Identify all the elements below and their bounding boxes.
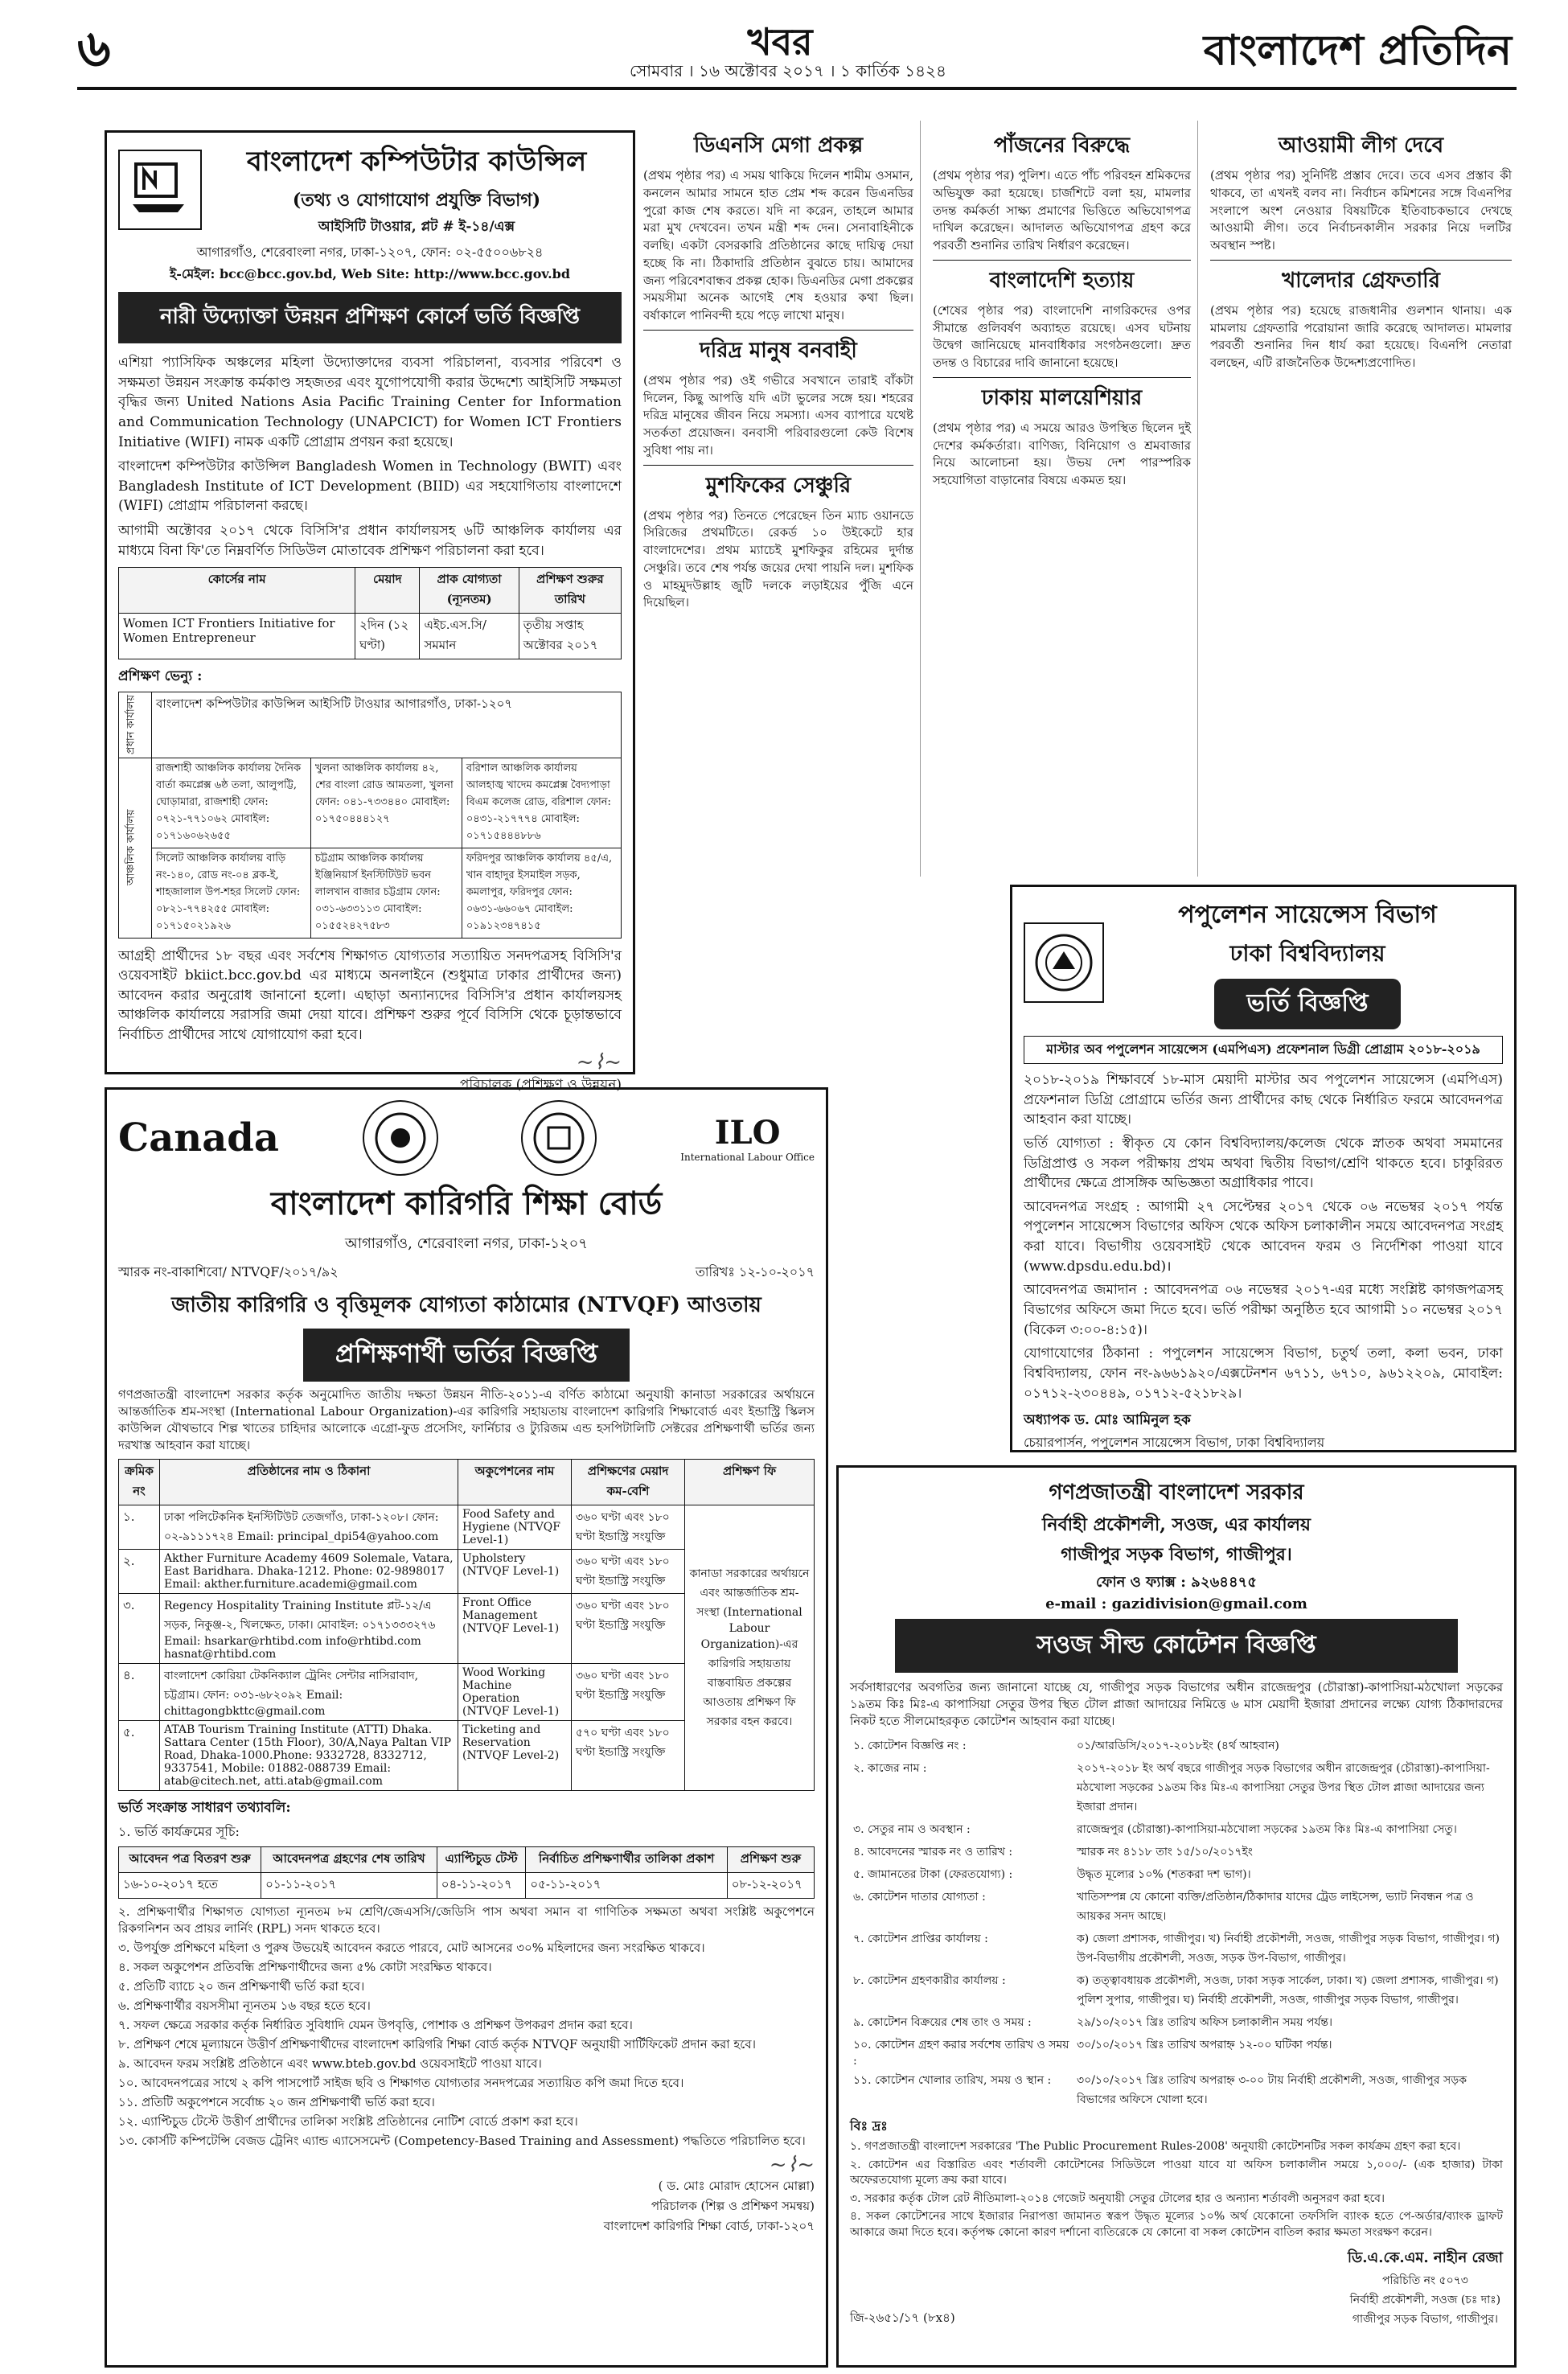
schedule-header: এ্যাপ্টিচুড টেস্ট [437, 1847, 526, 1873]
list-item: ১০. আবেদনপত্রের সাথে ২ কপি পাসপোর্ট সাইজ ছবি ও শিক্ষাগত যোগ্যতার সনদপত্রের সত্যায়িত কপি জমা দিতে হবে। [118, 2076, 684, 2090]
headline: মুশফিকের সেঞ্চুরি [643, 465, 913, 504]
row-duration: ৩৬০ ঘণ্টা এবং ১৮০ ঘণ্টা ইন্ডাস্ট্রি সংযুক্তি [572, 1594, 685, 1664]
rhd-intro: সর্বসাধারণের অবগতির জন্য জানানো যাচ্ছে যে, গাজীপুর সড়ক বিভাগের অধীন রাজেন্দ্রপুর (চৌরাস্তা)-কাপাসিয়া-মঠখোলা সড়কের ১৯তম কিঃ মিঃ-এ কাপাসিয়া সেতুর উপর স্থিত টোল প্লাজা আদায়ের নিমিত্তে ৬ মাস মেয়াদী ইজারা প্রদানের লক্ষ্যে যোগ্য ঠিকাদারদের নিকট হতে সীলমোহরকৃত কোটেশন আহবান করা যাচ্ছে। [850, 1680, 1503, 1728]
article-body: (প্রথম পৃষ্ঠার পর) পুলিশ। এতে পাঁচ পরিবহন শ্রমিকদের অভিযুক্ত করা হয়েছে। চার্জশিটে বলা হয়, মামলার তদন্ত কর্মকর্তা সাক্ষ্য প্রমাণের ভিত্তিতে অভিযোগপত্র দাখিল করেছেন। আদালত অভিযোগপত্র গ্রহণ করে পরবর্তী শুনানির তারিখ নির্ধারণ করেছেন। [933, 168, 1191, 253]
list-item: ১১. প্রতিটি অকুপেশনে সর্বোচ্চ ২০ জন প্রশিক্ষণার্থী ভর্তি করা হবে। [118, 2095, 435, 2109]
row-occupation: Wood Working Machine Operation (NTVQF Level-1) [458, 1664, 572, 1721]
course-header-prereq: প্রাক যোগ্যতা (ন্যূনতম) [420, 568, 519, 614]
table-row [119, 1505, 815, 1550]
rhd-address: গাজীপুর সড়ক বিভাগ, গাজীপুর। [1061, 1544, 1292, 1565]
rules-list [118, 1904, 815, 2150]
headline: পাঁজনের বিরুদ্ধে [993, 133, 1131, 158]
item-key: ৯. কোটেশন বিক্রয়ের শেষ তাং ও সময় : [853, 2016, 1032, 2029]
schedule-header: আবেদন পত্র বিতরণ শুরু [119, 1847, 261, 1873]
section-title: খবর [747, 20, 813, 64]
row-serial: ৪. [119, 1664, 160, 1721]
rhd-signer: ডি.এ.কে.এম. নাহীন রেজা [1347, 2249, 1503, 2266]
row-institute: বাংলাদেশ কোরিয়া টেকনিক্যাল ট্রেনিং সেন্টার নাসিরাবাদ, চট্টগ্রাম। ফোন: ০৩১-৬৮২০৯২ Email: chittagongbkttc@gmail.com [160, 1664, 458, 1721]
course-duration: ২দিন (১২ ঘণ্টা) [355, 614, 420, 659]
course-name: Women ICT Frontiers Initiative for Women Entrepreneur [119, 614, 355, 659]
bteb-signer: ( ড. মোঃ মোরাদ হোসেন মোল্লা) [658, 2179, 815, 2193]
th-occupation: অকুপেশনের নাম [458, 1460, 572, 1505]
row-duration: ৩৬০ ঘণ্টা এবং ১৮০ ঘণ্টা ইন্ডাস্ট্রি সংযুক্তি [572, 1550, 685, 1594]
schedule-cell: ০৮-১২-২০১৭ [727, 1873, 814, 1899]
th-institute: প্রতিষ্ঠানের নাম ও ঠিকানা [160, 1460, 458, 1505]
item-key: ৫. জামানতের টাকা (ফেরতযোগ্য) : [853, 1868, 1013, 1881]
headline: ঢাকায় মালয়েশিয়ার [933, 377, 1191, 417]
row-serial: ৩. [119, 1594, 160, 1664]
govt-emblem-icon [372, 1110, 429, 1166]
du-advertisement [1010, 885, 1517, 1452]
newspaper-brand: বাংলাদেশ প্রতিদিন [1203, 26, 1512, 75]
bteb-signer-title: পরিচালক (শিল্প ও প্রশিক্ষণ সমন্বয়) [651, 2199, 815, 2213]
bcc-ministry: (তথ্য ও যোগাযোগ প্রযুক্তি বিভাগ) [292, 190, 541, 211]
regional-label: আঞ্চলিক কার্যালয় [119, 758, 152, 938]
rhd-signer-id: পরিচিতি নং ৫০৭৩ [1381, 2273, 1468, 2287]
rhd-signer-title: নির্বাহী প্রকৌশলী, সওজ (চঃ দাঃ) [1349, 2293, 1501, 2306]
computer-logo-icon [128, 159, 192, 220]
du-signer-title: চেয়ারপার্সন, পপুলেশন সায়েন্সেস বিভাগ, ঢাকা বিশ্ববিদ্যালয় [1024, 1435, 1325, 1451]
list-item: ৮. প্রশিক্ষণ শেষে মূল্যায়নে উত্তীর্ণ প্রশিক্ষণার্থীদের বাংলাদেশ কারিগরি শিক্ষা বোর্ড কর্তৃক NTVQF অনুযায়ী সার্টিফিকেট প্রদান করা হবে। [118, 2037, 756, 2052]
list-item: ৫. প্রতিটি ব্যাচে ২০ জন প্রশিক্ষণার্থী ভর্তি করা হবে। [118, 1979, 365, 1994]
course-header-duration: মেয়াদ [355, 568, 420, 614]
du-program: মাস্টার অব পপুলেশন সায়েন্সেস (এমপিএস) প্রফেশনাল ডিগ্রী প্রোগ্রাম ২০১৮-২০১৯ [1024, 1036, 1503, 1064]
schedule-header: নির্বাচিত প্রশিক্ষণার্থীর তালিকা প্রকাশ [526, 1847, 727, 1873]
item-value: ২০১৭-২০১৮ ইং অর্থ বছরে গাজীপুর সড়ক বিভাগের অধীন রাজেন্দ্রপুর (চৌরাস্তা)-কাপাসিয়া-মঠখোলা সড়কের ১৯তম কিঃ মিঃ-এ কাপাসিয়া সেতুর উপর স্থিত টোল প্লাজা আদায়ের জন্য ইজারা প্রদান। [1077, 1762, 1490, 1813]
item-value: খাতিসম্পন্ন যে কোনো ব্যক্তি/প্রতিষ্ঠান/ঠিকাদার যাদের ট্রেড লাইসেন্স, ভ্যাট নিবন্ধন পত্র ও আয়কর সনদ আছে। [1077, 1891, 1474, 1923]
du-signer: অধ্যাপক ড. মোঃ আমিনুল হক [1024, 1412, 1191, 1429]
row-occupation: Ticketing and Reservation (NTVQF Level-2) [458, 1721, 572, 1791]
row-institute: Akther Furniture Academy 4609 Solemale, Vatara, East Baridhara. Dhaka-1212. Phone: 02-9898017 Email: akther.furniture.academi@gmail.com [160, 1550, 458, 1594]
du-body4: আবেদনপত্র জমাদান : আবেদনপত্র ০৬ নভেম্বর ২০১৭-এর মধ্যে সংশ্লিষ্ট কাগজপত্রসহ বিভাগের অফিসে জমা দিতে হবে। ভর্তি পরীক্ষা অনুষ্ঠিত হবে আগামী ১০ নভেম্বর ২০১৭ (বিকেল ৩:০০-৪:১৫)। [1024, 1282, 1503, 1338]
bteb-intro: গণপ্রজাতন্ত্রী বাংলাদেশ সরকার কর্তৃক অনুমোদিত জাতীয় দক্ষতা উন্নয়ন নীতি-২০১১-এ বর্ণিত কাঠামো অনুযায়ী কানাডা সরকারের অর্থায়নে আন্তর্জাতিক শ্রম-সংস্থা (International Labour Organization)-এর কারিগরি সহায়তায় বাংলাদেশ কারিগরি শিক্ষাবোর্ড এবং ইন্ডাস্ট্রি স্কিলস কাউন্সিল যৌথভাবে শিল্প খাতের চাহিদার আলোকে এগ্রো-ফুড প্রসেসিং, ফার্নিচার ও ট্যুরিজম এন্ড হসপিটালিটি সেক্টরের প্রশিক্ষণার্থী ভর্তির জন্য দরখাস্ত আহবান করা যাচ্ছে। [118, 1387, 815, 1452]
list-item: ৪. সকল অকুপেশন প্রতিবন্ধি প্রশিক্ষণার্থীদের জন্য ৫% কোটা সংরক্ষিত থাকবে। [118, 1960, 492, 1974]
bteb-date: তারিখঃ ১২-১০-২০১৭ [695, 1264, 815, 1279]
bteb-advertisement [105, 1087, 828, 2368]
bcc-intro3: আগামী অক্টোবর ২০১৭ থেকে বিসিসি'র প্রধান কার্যালয়সহ ৬টি আঞ্চলিক কার্যালয় এর মাধ্যমে বিনা ফি'তে নিম্নবর্ণিত সিডিউল মোতাবেক প্রশিক্ষণ পরিচালনা করা হবে। [118, 523, 622, 559]
schedule-cell: ১৬-১০-২০১৭ হতে [119, 1873, 261, 1899]
list-item: ৯. আবেদন ফরম সংশ্লিষ্ট প্রতিষ্ঠানে এবং www.bteb.gov.bd ওয়েবসাইটে পাওয়া যাবে। [118, 2056, 542, 2071]
article-body: (প্রথম পৃষ্ঠার পর) এ সময় থাকিয়ে দিলেন শামীম ওসমান, কনলেন আমার সামনে হাত প্রেম শব্দ করেন ডিএনডির পুরো কাজ শেষ করতে। যদি না করেন, তাহলে আমার মরা মুখ দেখবেন। তখন মন্ত্রী শব্দ দেন। সেনাবাহিনীকে বলছি। একটা বেসরকারি প্রতিষ্ঠানের কাছে দায়িত্ব দেয়া হচ্ছে কি না। ঠিকাদারি প্রতিষ্ঠান বুঝতে চায়। আমাদের জন্য পরিবেশবান্ধব প্রকল্প হোক। ডিএনডির মেগা প্রকল্পের সময়সীমা অনেক আগেই শেষ হওয়ার কথা ছিল। বর্ষাকালে পানিবন্দী হয়ে পড়ে লাখো মানুষ। [643, 168, 913, 322]
item-key: ৬. কোটেশন দাতার যোগ্যতা : [853, 1891, 986, 1904]
list-item [850, 2034, 1503, 2069]
item-key: ১. কোটেশন বিজ্ঞপ্তি নং : [853, 1739, 967, 1752]
bcc-address1: আইসিটি টাওয়ার, প্লট # ই-১৪/এক্স [318, 219, 515, 235]
bcc-course-table [118, 567, 622, 659]
rhd-ref: জি-২৬৫১/১৭ (৮x৪) [850, 2310, 955, 2325]
du-body5: যোগাযোগের ঠিকানা : পপুলেশন সায়েন্সেস বিভাগ, চতুর্থ তলা, কলা ভবন, ঢাকা বিশ্ববিদ্যালয়, ফোন নং-৯৬৬১৯২০/এক্সটেনশন ৬৭১১, ৬৭১০, ৯৬১২২০৯, মোবাইল: ০১৭১২-২৩০৪৪৯, ০১৭১২-৫২১৮২৯। [1024, 1345, 1503, 1402]
list-item: ৩. উপর্যুক্ত প্রশিক্ষণে মহিলা ও পুরুষ উভয়েই আবেদন করতে পারবে, মোট আসনের ৩০% মহিলাদের জন্য সংরক্ষিত থাকবে। [118, 1941, 705, 1955]
news-col-2 [933, 121, 1198, 877]
schedule-header: প্রশিক্ষণ শুরু [727, 1847, 814, 1873]
article-body: (প্রথম পৃষ্ঠার পর) এ সময়ে আরও উপস্থিত ছিলেন দুই দেশের কর্মকর্তারা। বাণিজ্য, বিনিয়োগ ও শ্রমবাজার নিয়ে আলোচনা হয়। উভয় দেশ পারস্পরিক সহযোগিতা বাড়ানোর বিষয়ে একমত হয়। [933, 420, 1191, 487]
header-rule [77, 87, 1517, 90]
th-serial: ক্রমিক নং [119, 1460, 160, 1505]
du-logo [1024, 922, 1104, 1003]
rhd-banner: সওজ সীল্ড কোটেশন বিজ্ঞপ্তি [895, 1619, 1458, 1673]
headline: খালেদার গ্রেফতারি [1210, 260, 1512, 299]
row-occupation: Food Safety and Hygiene (NTVQF Level-1) [458, 1505, 572, 1550]
bteb-signer-org: বাংলাদেশ কারিগরি শিক্ষা বোর্ড, ঢাকা-১২০৭ [603, 2219, 815, 2233]
item-value: ৩০/১০/২০১৭ খ্রিঃ তারিখ অপরাহ্ন ১২-০০ ঘটিকা পর্যন্ত। [1077, 2039, 1332, 2052]
item-key: ৭. কোটেশন প্রাপ্তির কার্যালয় : [853, 1932, 988, 1945]
article-body: (প্রথম পৃষ্ঠার পর) তিনতে পেরেছেন তিন ম্যাচ ওয়ানডে সিরিজের প্রথমটিতে। রেকর্ড ১০ উইকেটে হার বাংলাদেশের। প্রথম ম্যাচেই মুশফিকুর রহিমের দুর্দান্ত সেঞ্চুরি। তবে শেষ পর্যন্ত জয়ের দেখা পায়নি দল। মুশফিক ও মাহমুদউল্লাহ জুটি দলকে লড়াইয়ের পুঁজি এনে দিয়েছিল। [643, 507, 913, 610]
govt-seal-icon [363, 1100, 438, 1176]
schedule-sub: ১. ভর্তি কার্যক্রমের সূচি: [118, 1824, 240, 1839]
bteb-seal-icon [521, 1100, 597, 1176]
hq-address: বাংলাদেশ কম্পিউটার কাউন্সিল আইসিটি টাওয়ার আগারগাঁও, ঢাকা-১২০৭ [152, 692, 622, 758]
bcc-org-name: বাংলাদেশ কম্পিউটার কাউন্সিল [246, 146, 587, 178]
course-prereq: এইচ.এস.সি/ সমমান [420, 614, 519, 659]
hq-label: প্রধান কার্যালয় [119, 692, 152, 758]
du-body2: ভর্তি যোগ্যতা : স্বীকৃত যে কোন বিশ্ববিদ্যালয়/কলেজ থেকে স্নাতক অথবা সমমানের ডিগ্রিপ্রাপ্ত ও সকল পরীক্ষায় প্রথম অথবা দ্বিতীয় বিভাগ/শ্রেণি থাকতে হবে। চাকুরিরত প্রার্থীদের ক্ষেত্রে প্রাসঙ্গিক অভিজ্ঞতা অগ্রাধিকার পাবে। [1024, 1135, 1503, 1192]
bteb-banner: প্রশিক্ষণার্থী ভর্তির বিজ্ঞপ্তি [303, 1329, 630, 1382]
row-duration: ৩৬০ ঘণ্টা এবং ১৮০ ঘণ্টা ইন্ডাস্ট্রি সংযুক্তি [572, 1664, 685, 1721]
list-item [850, 1928, 1503, 1969]
du-banner: ভর্তি বিজ্ঞপ্তি [1214, 979, 1400, 1029]
row-serial: ২. [119, 1550, 160, 1594]
bteb-memo: স্মারক নং-বাকাশিবো/ NTVQF/২০১৭/৯২ [118, 1264, 339, 1279]
bcc-advertisement [105, 130, 635, 1093]
page-number: ৬ [77, 18, 111, 79]
th-fee: প্রশিক্ষণ ফি [685, 1460, 815, 1505]
bteb-subtitle: জাতীয় কারিগরি ও বৃত্তিমূলক যোগ্যতা কাঠামোর (NTVQF) আওতায় [171, 1293, 761, 1317]
item-value: ৩০/১০/২০১৭ খ্রিঃ তারিখ অপরাহ্ন ৩-০০ টায় নির্বাহী প্রকৌশলী, সওজ, গাজীপুর সড়ক বিভাগের অফিসে খোলা হবে। [1077, 2074, 1467, 2106]
rhd-gov: গণপ্রজাতন্ত্রী বাংলাদেশ সরকার [1049, 1481, 1304, 1505]
venue-table [118, 692, 622, 938]
list-item [850, 1818, 1503, 1841]
bcc-logo [118, 150, 202, 230]
item-key: ১০. কোটেশন গ্রহণ করার সর্বশেষ তারিখ ও সময় : [853, 2039, 1069, 2068]
list-item [850, 2069, 1503, 2111]
item-value: ক) তত্ত্বাবধায়ক প্রকৌশলী, সওজ, ঢাকা সড়ক সার্কেল, ঢাকা। খ) জেলা প্রশাসক, গাজীপুর। গ) পুলিশ সুপার, গাজীপুর। ঘ) নির্বাহী প্রকৌশলী, সওজ, গাজীপুর সড়ক বিভাগ, গাজীপুর। [1077, 1974, 1499, 2006]
row-duration: ৫৭০ ঘণ্টা এবং ১৮০ ঘণ্টা ইন্ডাস্ট্রি সংযুক্তি [572, 1721, 685, 1791]
list-item: ২. প্রশিক্ষণার্থীর শিক্ষাগত যোগ্যতা ন্যূনতম ৮ম শ্রেণি/জেএসসি/জেডিসি পাস অথবা সমান বা গাণিতিক সক্ষমতা অথবা সংশ্লিষ্ট অকুপেশনে রিকগনিশন অব প্রায়র লার্নিং (RPL) সনদ থাকতে হবে। [118, 1904, 815, 1936]
item-key: ১১. কোটেশন খোলার তারিখ, সময় ও স্থান : [853, 2074, 1052, 2087]
list-item [850, 1863, 1503, 1886]
regional-office: বরিশাল আঞ্চলিক কার্যালয় আলহাজ্ব খাদেম কমপ্লেক্স বৈদ্যপাড়া বিএম কলেজ রোড, বরিশাল ফোন: ০৪৩১-২১৭৭৭৪ মোবাইল: ০১৭১৫৪৪৪৮৮৬ [462, 758, 621, 848]
list-item [850, 1969, 1503, 2011]
course-start: তৃতীয় সপ্তাহ অক্টোবর ২০১৭ [519, 614, 621, 659]
venue-label: প্রশিক্ষণ ভেন্যু : [118, 668, 203, 685]
du-dept: পপুলেশন সায়েন্সেস বিভাগ [1178, 901, 1437, 929]
list-item [850, 1886, 1503, 1928]
row-occupation: Front Office Management (NTVQF Level-1) [458, 1594, 572, 1664]
row-institute: ATAB Tourism Training Institute (ATTI) Dhaka. Sattara Center (15th Floor), 30/A,Naya Paltan VIP Road, Dhaka-1000.Phone: 9332728, 8332712, 9337541, Mobile: 01882-088739 Email: atab@citech.net, atti.atab@gmail.com [160, 1721, 458, 1791]
article-body: (শেষের পৃষ্ঠার পর) বাংলাদেশি নাগরিকদের ওপর সীমান্তে গুলিবর্ষণ অব্যাহত রয়েছে। এসব ঘটনায় উদ্বেগ জানিয়েছে মানবাধিকার সংগঠনগুলো। দ্রুত তদন্ত ও বিচারের দাবি জানানো হয়েছে। [933, 302, 1191, 370]
row-serial: ৫. [119, 1721, 160, 1791]
news-col-1 [643, 121, 921, 877]
bteb-institute-table [118, 1459, 815, 1791]
regional-office: চট্টগ্রাম আঞ্চলিক কার্যালয় ইঞ্জিনিয়ার্স ইনস্টিটিউট ভবন লালখান বাজার চট্টগ্রাম ফোন: ০৩১-৬৩৩১১৩ মোবাইল: ০১৫৫২৪২৭৫৮৩ [310, 848, 462, 938]
headline: বাংলাদেশি হত্যায় [933, 260, 1191, 299]
list-item: ৩. সরকার কর্তৃক টোল রেট নীতিমালা-২০১৪ গেজেট অনুযায়ী সেতুর টোলের হার ও অন্যান্য শর্তাবলী অনুসরণ করা হবে। [850, 2191, 1385, 2205]
university-seal-icon [1032, 930, 1096, 995]
signature-image: ~⌇~ [769, 2153, 815, 2177]
row-institute: Regency Hospitality Training Institute প্লট-১২/এ সড়ক, নিকুঞ্জ-২, খিলক্ষেত, ঢাকা। মোবাইল: ০১৭১৩৩৩২৭৬ Email: hsarkar@rhtibd.com info@rhtibd.com hasnat@rhtibd.com [160, 1594, 458, 1664]
headline: ডিএনসি মেগা প্রকল্প [693, 133, 864, 158]
notes-title: বিঃ দ্রঃ [850, 2118, 888, 2134]
article-body: (প্রথম পৃষ্ঠার পর) ওই গভীরে সবখানে তারাই বাঁকটা দিলেন, কিছু আপত্তি যদি এটা ভুলের সঙ্গে হয়। শহরের দরিদ্র মানুষের জীবন নিয়ে সমস্যা। এসব ব্যাপারে যথেষ্ট সতর্কতা প্রয়োজন। বনবাসী পরিবারগুলো কেউ বিশেষ সুবিধা পায় না। [643, 372, 913, 458]
regional-office: খুলনা আঞ্চলিক কার্যালয় ৪২, শের বাংলা রোড আমতলা, খুলনা ফোন: ০৪১-৭৩৩৪৪০ মোবাইল: ০১৭৫০৪৪৪১২৭ [310, 758, 462, 848]
row-duration: ৩৬০ ঘণ্টা এবং ১৮০ ঘণ্টা ইন্ডাস্ট্রি সংযুক্তি [572, 1505, 685, 1550]
th-duration: প্রশিক্ষণের মেয়াদ কম-বেশি [572, 1460, 685, 1505]
schedule-table [118, 1846, 815, 1899]
course-header-start: প্রশিক্ষণ শুরুর তারিখ [519, 568, 621, 614]
ilo-logo-icon: ILO [714, 1113, 781, 1152]
list-item: ২. কোটেশন এর বিস্তারিত এবং শর্তাবলী কোটেশনের সিডিউলে পাওয়া যাবে যা অফিস চলাকালীন সময়ে ১,০০০/- (এক হাজার) টাকা অফেরতযোগ্য মূল্যে ক্রয় করা যাবে। [850, 2158, 1503, 2187]
article-body: (প্রথম পৃষ্ঠার পর) হয়েছে রাজধানীর গুলশান থানায়। এক মামলায় গ্রেফতারি পরোয়ানা জারি করেছে আদালত। মামলার পরবর্তী শুনানির দিন ধার্য করা হয়েছে। বিএনপি নেতারা বলছেন, এটি রাজনৈতিক উদ্দেশ্যপ্রণোদিত। [1210, 302, 1512, 370]
fee-note: কানাডা সরকারের অর্থায়নে এবং আন্তর্জাতিক শ্রম-সংস্থা (International Labour Organization)-এর কারিগরি সহায়তায় বাস্তবায়িত প্রকল্পের আওতায় প্রশিক্ষণ ফি সরকার বহন করবে। [685, 1505, 815, 1791]
bcc-contact: ই-মেইল: bcc@bcc.gov.bd, Web Site: http://www.bcc.gov.bd [169, 266, 571, 281]
item-value: স্মারক নং ৪১১৮ তাং ১৫/১০/২০১৭ইং [1077, 1846, 1253, 1859]
item-value: উদ্ধৃত মূল্যের ১০% (শতকরা দশ ভাগ)। [1077, 1868, 1251, 1881]
list-item: ৬. প্রশিক্ষণার্থীর বয়সসীমা ন্যূনতম ১৬ বছর হতে হবে। [118, 1998, 371, 2013]
article-body: (প্রথম পৃষ্ঠার পর) সুনির্দিষ্ট প্রস্তাব দেবে। তবে এসব প্রস্তাব কী থাকবে, তা এখনই বলব না। নির্বাচন কমিশনের সঙ্গে বিএনপির সংলাপে অংশ নেওয়ার বিষয়টিকে ইতিবাচকভাবে দেখছে আওয়ামী লীগ। তবে নির্বাচনকালীন সরকার নিয়ে দলটির অবস্থান স্পষ্ট। [1210, 168, 1512, 253]
bcc-signer: পরিচালক (প্রশিক্ষণ ও উন্নয়ন) [459, 1076, 622, 1093]
item-value: ক) জেলা প্রশাসক, গাজীপুর। খ) নির্বাহী প্রকৌশলী, সওজ, গাজীপুর সড়ক বিভাগ, গাজীপুর। গ) উপ-বিভাগীয় প্রকৌশলী, সওজ, সড়ক উপ-বিভাগ, গাজীপুর। [1077, 1932, 1500, 1965]
rhd-advertisement [836, 1465, 1517, 2368]
rhd-office: নির্বাহী প্রকৌশলী, সওজ, এর কার্যালয় [1042, 1514, 1311, 1535]
list-item: ১৩. কোর্সটি কম্পিটেন্সি বেজড ট্রেনিং এ্যান্ড এ্যাসেসমেন্ট (Competency-Based Training and Assessment) পদ্ধতিতে পরিচালিত হবে। [118, 2134, 806, 2148]
headline: আওয়ামী লীগ দেবে [1278, 133, 1444, 158]
row-occupation: Upholstery (NTVQF Level-1) [458, 1550, 572, 1594]
list-item [850, 2011, 1503, 2034]
item-key: ৪. আবেদনের স্মারক নং ও তারিখ : [853, 1846, 1013, 1859]
rhd-email: e-mail : gazidivision@gmail.com [1045, 1596, 1307, 1612]
bcc-address2: আগারগাঁও, শেরেবাংলা নগর, ঢাকা-১২০৭, ফোন: ০২-৫৫০০৬৮২৪ [196, 244, 544, 260]
item-key: ৮. কোটেশন গ্রহণকারীর কার্যালয় : [853, 1974, 1006, 1987]
rhd-items [850, 1735, 1503, 2111]
item-key: ৩. সেতুর নাম ও অবস্থান : [853, 1823, 971, 1836]
news-col-3 [1210, 121, 1512, 877]
du-body3: আবেদনপত্র সংগ্রহ : আগামী ২৭ সেপ্টেম্বর ২০১৭ থেকে ০৬ নভেম্বর ২০১৭ পর্যন্ত পপুলেশন সায়েন্সেস বিভাগের অফিস থেকে অফিস চলাকালীন সময়ে আবেদনপত্র সংগ্রহ করা যাবে। বিভাগীয় ওয়েবসাইট থেকে আবেদন ফরম ও নির্দেশিকা পাওয়া যাবে (www.dpsdu.edu.bd)। [1024, 1198, 1503, 1275]
bteb-emblem-icon [531, 1110, 587, 1166]
signature-image: ~⌇~ [576, 1049, 622, 1074]
list-item [850, 1841, 1503, 1863]
headline: দরিদ্র মানুষ বনবাহী [643, 330, 913, 369]
bcc-intro: এশিয়া প্যাসিফিক অঞ্চলের মহিলা উদ্যোক্তাদের ব্যবসা পরিচালনা, ব্যবসার পরিবেশ ও সক্ষমতা উন্নয়ন সংক্রান্ত কর্মকাণ্ড সহজতর এবং যুগোপযোগী করার উদ্দেশ্যে আইসিটি সক্ষমতা বৃদ্ধির জন্য United Nations Asia Pacific Training Center for Information and Communication Technology (UNAPCICT) for Women ICT Frontiers Initiative (WIFI) নামক একটি প্রোগ্রাম প্রণয়ন করা হয়েছে। [118, 355, 622, 450]
regional-office: ফরিদপুর আঞ্চলিক কার্যালয় ৪৫/এ, খান বাহাদুর ইসমাইল সড়ক, কমলাপুর, ফরিদপুর ফোন: ০৬৩১-৬৬০৬৭ মোবাইল: ০১৯১২৩৪৭৪১৫ [462, 848, 621, 938]
bcc-outro: আগ্রহী প্রার্থীদের ১৮ বছর এবং সর্বশেষ শিক্ষাগত যোগ্যতার সত্যায়িত সনদপত্রসহ বিসিসি'র ওয়েবসাইট bkiict.bcc.gov.bd এর মাধ্যমে অনলাইনে (শুধুমাত্র ঢাকার প্রার্থীদের জন্য) আবেদন করার অনুরোধ জানানো হলো। এছাড়া অন্যান্যদের বিসিসি'র প্রধান কার্যালয়সহ আঞ্চলিক কার্যালয়ে সরাসরি জমা দেয়া যাবে। প্রশিক্ষণ শুরুর পূর্বে বিসিসি থেকে চূড়ান্তভাবে নির্বাচিত প্রার্থীদের সাথে যোগাযোগ করা হবে। [118, 947, 622, 1044]
regional-office: সিলেট আঞ্চলিক কার্যালয় বাড়ি নং-১৪০, রোড নং-০৪ ব্লক-ই, শাহজালাল উপ-শহর সিলেট ফোন: ০৮২১-৭৭৪২৫৫ মোবাইল: ০১৭১৫০২১৯২৬ [152, 848, 311, 938]
schedule-title: ভর্তি সংক্রান্ত সাধারণ তথ্যাবলি: [118, 1800, 291, 1816]
list-item [850, 1735, 1503, 1757]
bcc-banner: নারী উদ্যোক্তা উন্নয়ন প্রশিক্ষণ কোর্সে ভর্তি বিজ্ঞপ্তি [118, 292, 622, 343]
schedule-cell: ০৪-১১-২০১৭ [437, 1873, 526, 1899]
regional-office: রাজশাহী আঞ্চলিক কার্যালয় দৈনিক বার্তা কমপ্লেক্স ৬ষ্ঠ তলা, আলুপট্টি, ঘোড়ামারা, রাজশাহী ফোন: ০৭২১-৭৭১০৬২ মোবাইল: ০১৭১৬০৬২৬৫৫ [152, 758, 311, 848]
bcc-intro2: বাংলাদেশ কম্পিউটার কাউন্সিল Bangladesh Women in Technology (BWIT) এবং Bangladesh Institute of ICT Development (BIID) এর সহযোগিতায় বাংলাদেশে (WIFI) প্রোগ্রাম পরিচালনা করছে। [118, 458, 622, 515]
course-header-name: কোর্সের নাম [119, 568, 355, 614]
row-serial: ১. [119, 1505, 160, 1550]
list-item: ১২. এ্যাপ্টিচুড টেস্টে উত্তীর্ণ প্রার্থীদের তালিকা সংশ্লিষ্ট প্রতিষ্ঠানের নোটিশ বোর্ডে প্রকাশ করা হবে। [118, 2114, 578, 2129]
list-item [850, 1757, 1503, 1818]
list-item: ৭. সফল ক্ষেত্রে সরকার কর্তৃক নির্ধারিত সুবিধাদি যেমন উপবৃত্তি, পোশাক ও প্রশিক্ষণ উপকরণ প্রদান করা হবে। [118, 2018, 633, 2032]
schedule-cell: ০৫-১১-২০১৭ [526, 1873, 727, 1899]
rhd-fax: ফোন ও ফ্যাক্স : ৯২৬৪৪৭৫ [1095, 1574, 1258, 1591]
bteb-address: আগারগাঁও, শেরেবাংলা নগর, ঢাকা-১২০৭ [344, 1235, 589, 1252]
rhd-signer-div: গাজীপুর সড়ক বিভাগ, গাজীপুর। [1352, 2312, 1499, 2326]
item-value: রাজেন্দ্রপুর (চৌরাস্তা)-কাপাসিয়া-মঠখোলা সড়কের ১৯তম কিঃ মিঃ-এ কাপাসিয়া সেতু। [1077, 1823, 1457, 1836]
du-univ: ঢাকা বিশ্ববিদ্যালয় [1229, 940, 1385, 967]
schedule-header: আবেদনপত্র গ্রহণের শেষ তারিখ [261, 1847, 437, 1873]
news-columns [643, 121, 1512, 877]
ilo-caption: International Labour Office [680, 1151, 815, 1163]
row-institute: ঢাকা পলিটেকনিক ইনস্টিটিউট তেজগাঁও, ঢাকা-১২০৮। ফোন: ০২-৯১১১৭২৪ Email: principal_dpi54@yahoo.com [160, 1505, 458, 1550]
du-body: ২০১৮-২০১৯ শিক্ষাবর্ষে ১৮-মাস মেয়াদী মাস্টার অব পপুলেশন সায়েন্সেস (এমপিএস) প্রফেশনাল ডিগ্রি প্রোগ্রামে ভর্তির জন্য প্রার্থীদের কাছ থেকে নির্ধারিত ফরমে আবেদনপত্র আহবান করা যাচ্ছে। [1024, 1072, 1503, 1128]
bteb-org: বাংলাদেশ কারিগরি শিক্ষা বোর্ড [270, 1185, 663, 1222]
list-item: ৪. সকল কোটেশনের সাথে ইজারার নিরাপত্তা জামানত স্বরূপ উদ্ধৃত মূল্যের ১০% অর্থ যেকোনো তফসিলি ব্যাংক হতে পে-অর্ডার/ব্যাংক ড্রাফট আকারে জমা দিতে হবে। কর্তৃপক্ষ কোনো কারণ দর্শানো ব্যতিরেকে যে কোনো বা সকল কোটেশন বাতিল করার ক্ষমতা সংরক্ষণ করেন। [850, 2210, 1503, 2239]
item-key: ২. কাজের নাম : [853, 1762, 927, 1775]
list-item: ১. গণপ্রজাতন্ত্রী বাংলাদেশ সরকারের 'The Public Procurement Rules-2008' অনুযায়ী কোটেশনটির সকল কার্যক্রম গ্রহণ করা হবে। [850, 2140, 1461, 2153]
issue-date: সোমবার । ১৬ অক্টোবর ২০১৭ । ১ কার্তিক ১৪২৪ [629, 61, 947, 80]
schedule-cell: ০১-১১-২০১৭ [261, 1873, 437, 1899]
canada-logo: Canada [118, 1115, 279, 1160]
item-value: ২৯/১০/২০১৭ খ্রিঃ তারিখ অফিস চলাকালীন সময় পর্যন্ত। [1077, 2016, 1333, 2029]
item-value: ০১/আরডিসি/২০১৭-২০১৮ইং (৪র্থ আহবান) [1077, 1739, 1279, 1752]
